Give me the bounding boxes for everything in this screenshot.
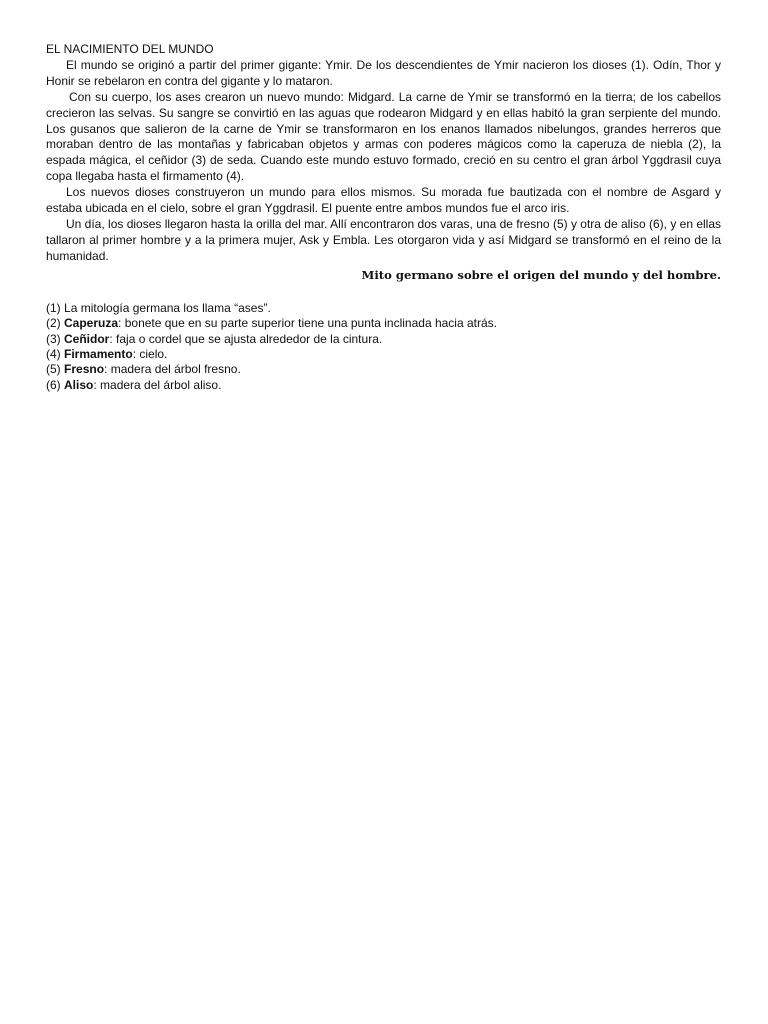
- footnote-3: [46, 332, 721, 347]
- footnote-text: : bonete que en su parte superior tiene una punta inclinada hacia atrás.: [118, 316, 497, 331]
- footnote-term: Caperuza: [64, 316, 119, 331]
- footnote-5: [46, 362, 721, 377]
- footnote-marker: (6): [46, 377, 61, 392]
- footnote-1: [46, 301, 721, 316]
- paragraph-2: Con su cuerpo, los ases crearon un nuevo mundo: Midgard. La carne de Ymir se transformó en la tierra; de los cabellos crecieron las selvas. Su sangre se convirtió en las aguas que rodearon Midgard y en ellas habitó la gran serpiente del mundo. Los gusanos que salieron de la carne de Ymir se transformaron en los enanos llamados nibelungos, grandes herreros que moraban dentro de las montañas y fabricaban objetos y armas con poderes mágicos como la caperuza de niebla (2), la espada mágica, el ceñidor (3) de seda. Cuando este mundo estuvo formado, creció en su centro el gran árbol Yggdrasil cuya copa llegaba hasta el firmamento (4).: [46, 89, 721, 184]
- paragraph-1: El mundo se originó a partir del primer gigante: Ymir. De los descendientes de Ymir nacieron los dioses (1). Odín, Thor y Honir se rebelaron en contra del gigante y lo mataron.: [46, 57, 721, 88]
- source-attribution: Mito germano sobre el origen del mundo y del hombre.: [361, 267, 721, 282]
- footnote-text: : cielo.: [132, 346, 168, 361]
- footnote-marker: (3): [46, 331, 61, 346]
- footnote-marker: (2): [46, 316, 61, 331]
- footnote-marker: (4): [46, 346, 61, 361]
- footnote-2: [46, 316, 721, 331]
- footnote-text: : madera del árbol aliso.: [93, 377, 222, 392]
- paragraph-4: Un día, los dioses llegaron hasta la orilla del mar. Allí encontraron dos varas, una de fresno (5) y otra de aliso (6), y en ellas tallaron al primer hombre y a la primera mujer, Ask y Embla. Les otorgaron vida y así Midgard se transformó en el reino de la humanidad.: [46, 216, 722, 263]
- footnote-4: [46, 347, 721, 362]
- footnote-term: Aliso: [64, 377, 94, 392]
- footnote-term: Fresno: [64, 362, 105, 377]
- footnote-marker: (5): [46, 362, 61, 377]
- document-title: EL NACIMIENTO DEL MUNDO: [46, 42, 214, 56]
- footnote-text: : faja o cordel que se ajusta alrededor de la cintura.: [109, 331, 383, 346]
- paragraph-3: Los nuevos dioses construyeron un mundo para ellos mismos. Su morada fue bautizada con el nombre de Asgard y estaba ubicada en el cielo, sobre el gran Yggdrasil. El puente entre ambos mundos fue el arco iris.: [46, 185, 721, 216]
- footnote-text: : madera del árbol fresno.: [104, 362, 241, 377]
- footnote-marker: (1): [46, 300, 61, 315]
- footnotes-list: [46, 301, 721, 393]
- footnote-term: Firmamento: [64, 346, 133, 361]
- footnote-6: [46, 378, 721, 393]
- footnote-text: La mitología germana los llama “ases”.: [64, 300, 271, 315]
- footnote-term: Ceñidor: [64, 331, 110, 346]
- document-page: [46, 42, 721, 393]
